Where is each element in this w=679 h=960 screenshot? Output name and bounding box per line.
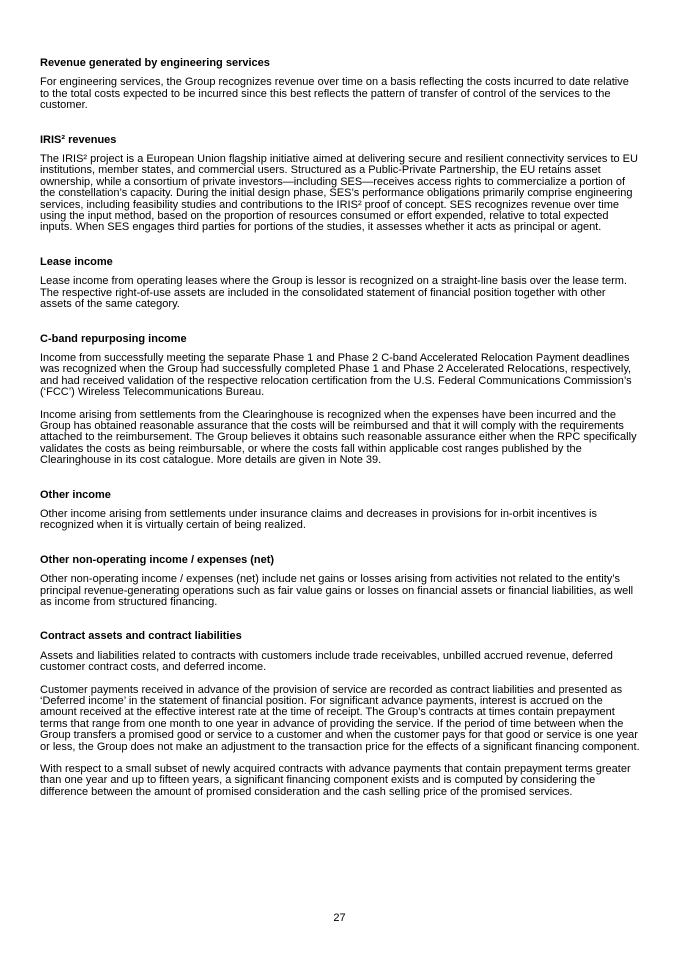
section-iris2-revenues: [40, 135, 640, 234]
paragraph: Other income arising from settlements under insurance claims and decreases in provisions for in-orbit incentives is recognized when it is virtually certain of being realized.: [40, 507, 597, 532]
paragraph: Assets and liabilities related to contracts with customers include trade receivables, unbilled accrued revenue, deferred customer contract costs, and deferred income.: [40, 649, 613, 674]
section-other-non-operating-income-expenses: [40, 555, 640, 609]
section-other-income: [40, 490, 640, 532]
page-number: 27: [333, 912, 346, 924]
section-heading: Contract assets and contract liabilities: [40, 630, 242, 643]
paragraph: For engineering services, the Group recognizes revenue over time on a basis reflecting the costs incurred to date relative to the total costs expected to be incurred since this best reflects the pattern of transfer of control of the services to the customer.: [40, 76, 629, 112]
section-contract-assets-liabilities: [40, 631, 640, 798]
paragraph: Income arising from settlements from the Clearinghouse is recognized when the expenses have been incurred and the Group has obtained reasonable assurance that the costs will be reimbursed and that it will comply with the requirements attached to the reimbursement. The Group believes it obtains such reasonable assurance either when the RPC specifically validates the costs as being reimbursable, or where the costs fall within applicable cost ranges published by the Clearinghouse in its cost catalogue. More details are given in Note 39.: [40, 408, 637, 467]
section-heading: Revenue generated by engineering services: [40, 57, 270, 69]
section-heading: Other income: [40, 488, 111, 501]
section-heading: Lease income: [40, 255, 113, 268]
paragraph: Income from successfully meeting the separate Phase 1 and Phase 2 C-band Accelerated Relocation Payment deadlines was recognized when the Group had successfully completed Phase 1 and Phase 2 Accelerated Relocations, respectively, and had received validation of the respective relocation certification from the U.S. Federal Communications Commission’s (‘FCC’) Wireless Telecommunications Bureau.: [40, 351, 632, 399]
paragraph: Customer payments received in advance of the provision of service are recorded as contract liabilities and presented as ‘Deferred income’ in the statement of financial position. For significant advance payments, interest is accrued on the amount received at the effective interest rate at the time of receipt. The Group’s contracts at times contain prepayment terms that range from one month to one year in advance of providing the service. If the period of time between when the Group transfers a promised good or service to a customer and when the customer pays for that good or service is one year or less, the Group does not make an adjustment to the transaction price for the effects of a significant financing component.: [40, 683, 640, 753]
section-heading: C-band repurposing income: [40, 332, 187, 345]
section-cband-repurposing-income: [40, 334, 640, 467]
section-heading: IRIS² revenues: [40, 133, 117, 146]
paragraph: Other non-operating income / expenses (net) include net gains or losses arising from activities not related to the entity’s principal revenue-generating operations such as fair value gains or losses on financial assets or financial liabilities, as well as income from structured financing.: [40, 573, 634, 608]
paragraph: Lease income from operating leases where the Group is lessor is recognized on a straight-line basis over the lease term. The respective right-of-use assets are included in the consolidated statement of financial position together with other assets of the same category.: [40, 275, 627, 311]
section-heading: Other non-operating income / expenses (net): [40, 553, 275, 566]
section-revenue-engineering-services: [40, 58, 640, 112]
paragraph: With respect to a small subset of newly acquired contracts with advance payments that contain prepayment terms greater than one year and up to fifteen years, a significant financing component exists and is computed by considering the difference between the amount of promised consideration and the cash selling price of the promised services.: [40, 763, 631, 798]
page-content: [40, 58, 640, 798]
section-lease-income: [40, 257, 640, 311]
paragraph: The IRIS² project is a European Union flagship initiative aimed at delivering secure and resilient connectivity services to EU institutions, member states, and commercial users. Structured as a Public-Private Partnership, the EU retains asset ownership, while a consortium of private investors—including SES—receives access rights to commercialize a portion of the constellation’s capacity. During the initial design phase, SES’s performance obligations primarily comprise engineering services, including feasibility studies and contributions to the IRIS² proof of concept. SES recognizes revenue over time using the input method, based on the proportion of resources consumed or effort expended, relative to total expected inputs. When SES engages third parties for portions of the studies, it assesses whether it acts as principal or agent.: [40, 153, 638, 234]
page-footer: [0, 913, 679, 924]
